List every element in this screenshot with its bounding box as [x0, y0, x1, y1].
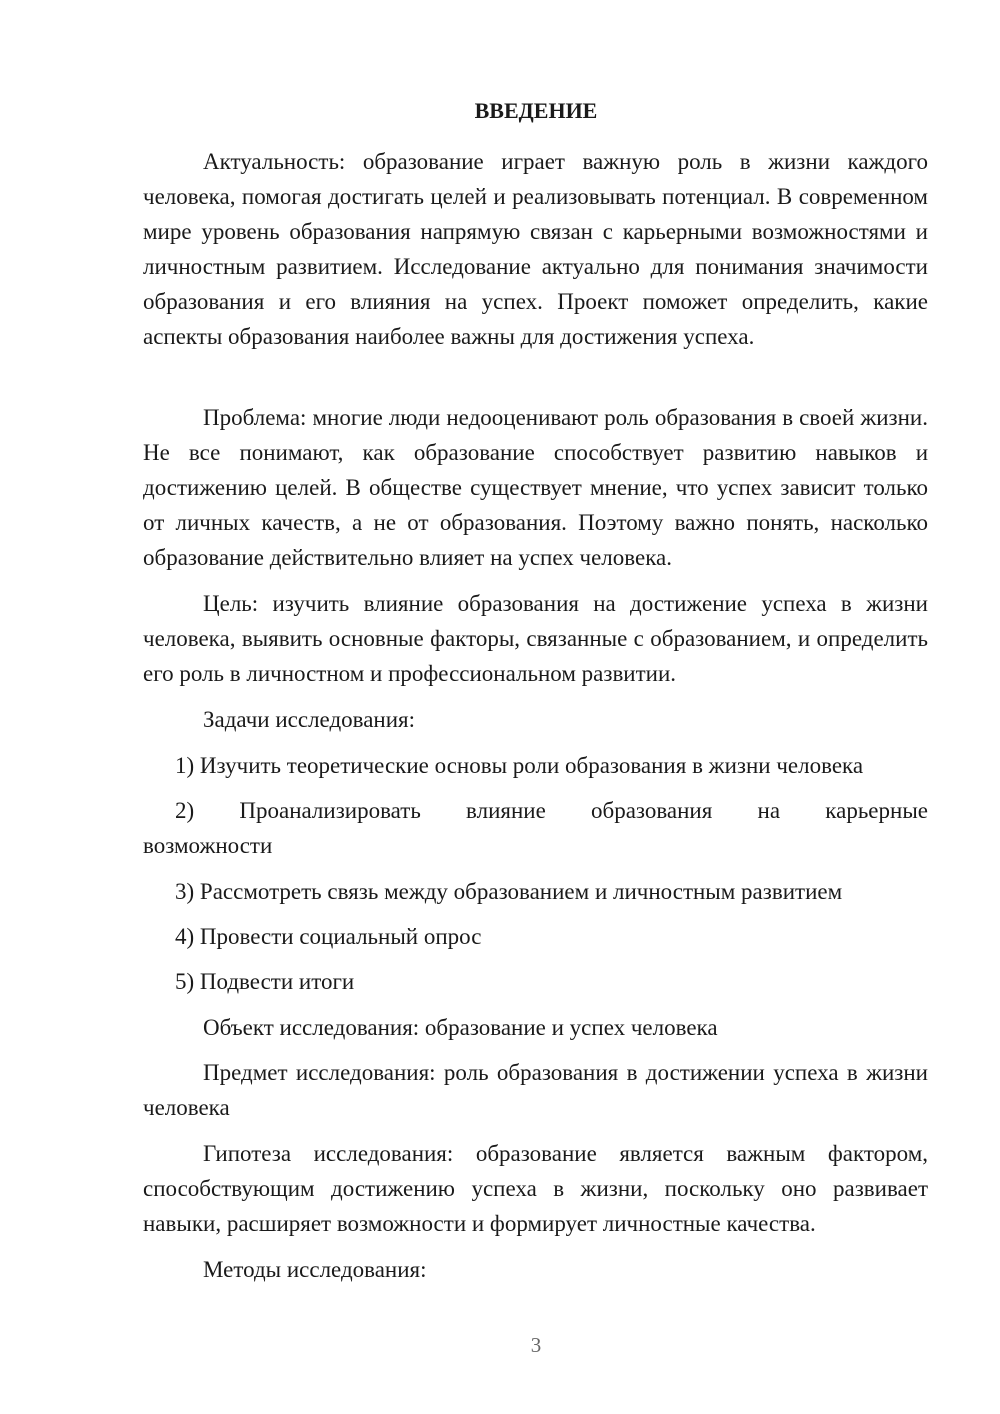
- relevance-paragraph: Актуальность: образование играет важную роль в жизни каждого человека, помогая достигать целей и реализовывать потенциал. В современном мире уровень образования напрямую связан с карьерными возможностями и личностным развитием. Исследование актуально для понимания значимости образования и его влияния на успех. Проект поможет определить, какие аспекты образования наиболее важны для достижения успеха.: [143, 149, 928, 349]
- list-item: 5) Подвести итоги: [175, 969, 355, 994]
- hypothesis-paragraph: Гипотеза исследования: образование является важным фактором, способствующим достижению успеха в жизни, поскольку оно развивает навыки, расширяет возможности и формирует личностные качества.: [143, 1141, 928, 1236]
- tasks-heading: Задачи исследования:: [203, 707, 416, 732]
- list-item: 1) Изучить теоретические основы роли образования в жизни человека: [175, 753, 864, 778]
- list-item: 2) Проанализировать влияние образования на карьерные возможности: [143, 798, 928, 858]
- list-item: 4) Провести социальный опрос: [175, 924, 482, 949]
- page-title: ВВЕДЕНИЕ: [474, 98, 598, 123]
- object-paragraph: Объект исследования: образование и успех человека: [203, 1015, 718, 1040]
- methods-heading: Методы исследования:: [203, 1257, 427, 1282]
- list-item: 3) Рассмотреть связь между образованием и личностным развитием: [175, 879, 843, 904]
- problem-paragraph: Проблема: многие люди недооценивают роль образования в своей жизни. Не все понимают, как образование способствует развитию навыков и достижению целей. В обществе существует мнение, что успех зависит только от личных качеств, а не от образования. Поэтому важно понять, насколько образование действительно влияет на успех человека.: [143, 405, 928, 570]
- page-number: 3: [530, 1333, 542, 1357]
- goal-paragraph: Цель: изучить влияние образования на достижение успеха в жизни человека, выявить основные факторы, связанные с образованием, и определить его роль в личностном и профессиональном развитии.: [143, 591, 928, 686]
- subject-paragraph: Предмет исследования: роль образования в достижении успеха в жизни человека: [143, 1060, 928, 1120]
